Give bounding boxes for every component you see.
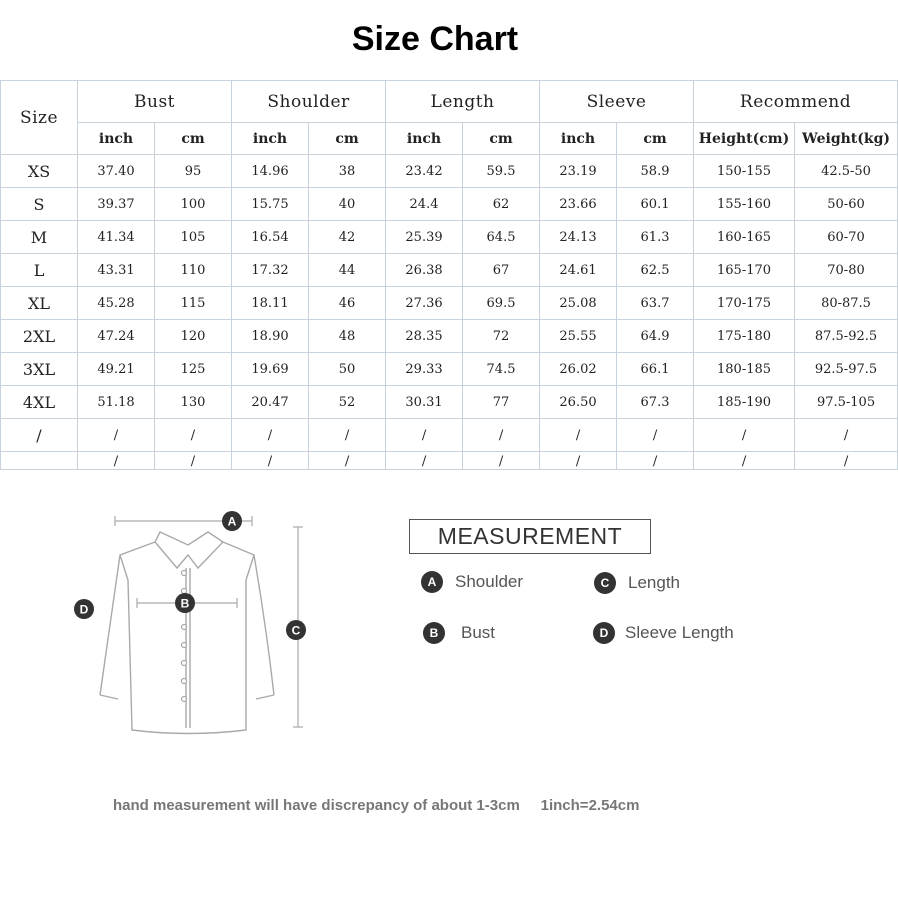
group-header-bust: Bust	[78, 81, 232, 123]
cell-shoulder-inch: 19.69	[232, 353, 309, 386]
unit-header: Height(cm)	[694, 123, 795, 155]
cell-sleeve-cm: 66.1	[617, 353, 694, 386]
marker-a	[222, 511, 242, 531]
cell-length-cm: 62	[463, 188, 540, 221]
cell-length-cm: 59.5	[463, 155, 540, 188]
cell-height: 175-180	[694, 320, 795, 353]
unit-header: cm	[309, 123, 386, 155]
cell-size: L	[1, 254, 78, 287]
table-row	[1, 320, 898, 353]
cell-length-inch: /	[386, 419, 463, 452]
cell-bust-inch: 45.28	[78, 287, 155, 320]
cell-sleeve-cm: 63.7	[617, 287, 694, 320]
cell-bust-cm: 120	[155, 320, 232, 353]
unit-header: cm	[463, 123, 540, 155]
svg-text:A: A	[227, 514, 237, 529]
unit-header-row	[1, 123, 898, 155]
cell-bust-cm: 125	[155, 353, 232, 386]
cell-weight: 50-60	[795, 188, 898, 221]
cell-weight: 87.5-92.5	[795, 320, 898, 353]
cell-length-cm: /	[463, 452, 540, 470]
size-header: Size	[1, 81, 78, 155]
cell-length-cm: 69.5	[463, 287, 540, 320]
legend-label: Sleeve Length	[625, 623, 734, 642]
cell-size	[1, 452, 78, 470]
cell-bust-cm: 110	[155, 254, 232, 287]
cell-length-cm: 67	[463, 254, 540, 287]
cell-sleeve-cm: /	[617, 419, 694, 452]
cell-shoulder-inch: 15.75	[232, 188, 309, 221]
cell-length-cm: /	[463, 419, 540, 452]
group-header-length: Length	[386, 81, 540, 123]
group-header-sleeve: Sleeve	[540, 81, 694, 123]
cell-shoulder-cm: /	[309, 419, 386, 452]
cell-sleeve-cm: 62.5	[617, 254, 694, 287]
cell-shoulder-inch: 18.90	[232, 320, 309, 353]
cell-weight: /	[795, 452, 898, 470]
cell-shoulder-cm: 46	[309, 287, 386, 320]
marker-b	[175, 593, 195, 613]
cell-size: /	[1, 419, 78, 452]
cell-length-cm: 64.5	[463, 221, 540, 254]
measurement-note: hand measurement will have discrepancy of about 1-3cm 1inch=2.54cm	[113, 797, 640, 814]
table-row	[1, 287, 898, 320]
table-row	[1, 221, 898, 254]
cell-bust-cm: 100	[155, 188, 232, 221]
cell-shoulder-inch: 20.47	[232, 386, 309, 419]
cell-height: /	[694, 419, 795, 452]
cell-bust-inch: 47.24	[78, 320, 155, 353]
table-row	[1, 353, 898, 386]
legend-label: Bust	[461, 623, 496, 642]
cell-bust-cm: 115	[155, 287, 232, 320]
cell-sleeve-cm: 67.3	[617, 386, 694, 419]
cell-length-inch: 30.31	[386, 386, 463, 419]
cell-size: XS	[1, 155, 78, 188]
table-row	[1, 386, 898, 419]
cell-weight: 70-80	[795, 254, 898, 287]
cell-weight: 97.5-105	[795, 386, 898, 419]
unit-header: Weight(kg)	[795, 123, 898, 155]
cell-bust-inch: /	[78, 419, 155, 452]
cell-shoulder-cm: 38	[309, 155, 386, 188]
cell-sleeve-inch: 25.55	[540, 320, 617, 353]
cell-length-cm: 72	[463, 320, 540, 353]
cell-sleeve-inch: 23.19	[540, 155, 617, 188]
table-row	[1, 155, 898, 188]
cell-height: 150-155	[694, 155, 795, 188]
cell-shoulder-inch: /	[232, 419, 309, 452]
badge-b-icon: B	[423, 622, 445, 644]
legend-item-bust	[423, 622, 495, 644]
measure-lines	[115, 516, 303, 727]
cell-sleeve-cm: 60.1	[617, 188, 694, 221]
svg-text:D: D	[79, 602, 89, 617]
cell-size: 4XL	[1, 386, 78, 419]
badge-d-icon: D	[593, 622, 615, 644]
cell-shoulder-inch: 14.96	[232, 155, 309, 188]
unit-header: inch	[540, 123, 617, 155]
table-row	[1, 188, 898, 221]
cell-sleeve-cm: /	[617, 452, 694, 470]
cell-sleeve-inch: 23.66	[540, 188, 617, 221]
legend-label: Shoulder	[455, 572, 524, 591]
cell-height: 185-190	[694, 386, 795, 419]
shirt-outline	[100, 532, 274, 734]
svg-text:B: B	[180, 596, 190, 611]
legend-item-sleeve-length	[593, 622, 734, 644]
cell-length-inch: 27.36	[386, 287, 463, 320]
group-header-recommend: Recommend	[694, 81, 898, 123]
table-row	[1, 452, 898, 470]
cell-length-inch: /	[386, 452, 463, 470]
cell-length-inch: 26.38	[386, 254, 463, 287]
cell-sleeve-inch: 25.08	[540, 287, 617, 320]
table-row	[1, 419, 898, 452]
cell-sleeve-inch: 24.61	[540, 254, 617, 287]
unit-header: cm	[155, 123, 232, 155]
cell-weight: 42.5-50	[795, 155, 898, 188]
table-row	[1, 254, 898, 287]
cell-bust-inch: 49.21	[78, 353, 155, 386]
svg-text:C: C	[291, 623, 301, 638]
unit-header: inch	[232, 123, 309, 155]
cell-sleeve-inch: 26.02	[540, 353, 617, 386]
cell-size: 2XL	[1, 320, 78, 353]
badge-a-icon: A	[421, 571, 443, 593]
unit-header: cm	[617, 123, 694, 155]
unit-header: inch	[78, 123, 155, 155]
cell-sleeve-cm: 58.9	[617, 155, 694, 188]
cell-height: 180-185	[694, 353, 795, 386]
cell-size: XL	[1, 287, 78, 320]
cell-sleeve-inch: 24.13	[540, 221, 617, 254]
cell-height: 165-170	[694, 254, 795, 287]
cell-shoulder-inch: /	[232, 452, 309, 470]
cell-size: M	[1, 221, 78, 254]
cell-sleeve-inch: /	[540, 452, 617, 470]
cell-bust-cm: 105	[155, 221, 232, 254]
cell-height: /	[694, 452, 795, 470]
shirt-diagram	[60, 505, 330, 735]
cell-length-inch: 25.39	[386, 221, 463, 254]
cell-size: S	[1, 188, 78, 221]
cell-sleeve-inch: 26.50	[540, 386, 617, 419]
cell-length-inch: 24.4	[386, 188, 463, 221]
legend-label: Length	[628, 573, 680, 592]
marker-c	[286, 620, 306, 640]
cell-shoulder-cm: 42	[309, 221, 386, 254]
badge-c-icon: C	[594, 572, 616, 594]
cell-sleeve-cm: 61.3	[617, 221, 694, 254]
cell-bust-cm: /	[155, 419, 232, 452]
cell-bust-inch: 51.18	[78, 386, 155, 419]
measurement-heading: MEASUREMENT	[409, 519, 651, 554]
marker-d	[74, 599, 94, 619]
cell-height: 160-165	[694, 221, 795, 254]
cell-weight: 60-70	[795, 221, 898, 254]
cell-length-cm: 77	[463, 386, 540, 419]
cell-sleeve-inch: /	[540, 419, 617, 452]
group-header-shoulder: Shoulder	[232, 81, 386, 123]
cell-shoulder-cm: 52	[309, 386, 386, 419]
group-header-row	[1, 81, 898, 123]
cell-length-inch: 29.33	[386, 353, 463, 386]
cell-shoulder-inch: 18.11	[232, 287, 309, 320]
cell-shoulder-cm: 50	[309, 353, 386, 386]
cell-bust-inch: 41.34	[78, 221, 155, 254]
cell-size: 3XL	[1, 353, 78, 386]
cell-shoulder-cm: 44	[309, 254, 386, 287]
legend-item-shoulder	[421, 571, 523, 593]
cell-shoulder-inch: 16.54	[232, 221, 309, 254]
cell-sleeve-cm: 64.9	[617, 320, 694, 353]
cell-shoulder-inch: 17.32	[232, 254, 309, 287]
cell-weight: /	[795, 419, 898, 452]
cell-length-inch: 28.35	[386, 320, 463, 353]
unit-header: inch	[386, 123, 463, 155]
table-body	[1, 155, 898, 470]
cell-bust-inch: 39.37	[78, 188, 155, 221]
cell-weight: 92.5-97.5	[795, 353, 898, 386]
size-chart-table	[0, 80, 898, 470]
cell-length-cm: 74.5	[463, 353, 540, 386]
cell-shoulder-cm: 48	[309, 320, 386, 353]
cell-shoulder-cm: /	[309, 452, 386, 470]
page-title: Size Chart	[351, 20, 519, 58]
cell-height: 155-160	[694, 188, 795, 221]
cell-bust-inch: /	[78, 452, 155, 470]
legend-item-length	[594, 572, 680, 594]
cell-length-inch: 23.42	[386, 155, 463, 188]
cell-weight: 80-87.5	[795, 287, 898, 320]
cell-bust-cm: 130	[155, 386, 232, 419]
cell-bust-inch: 37.40	[78, 155, 155, 188]
cell-bust-inch: 43.31	[78, 254, 155, 287]
cell-shoulder-cm: 40	[309, 188, 386, 221]
cell-bust-cm: 95	[155, 155, 232, 188]
cell-height: 170-175	[694, 287, 795, 320]
cell-bust-cm: /	[155, 452, 232, 470]
